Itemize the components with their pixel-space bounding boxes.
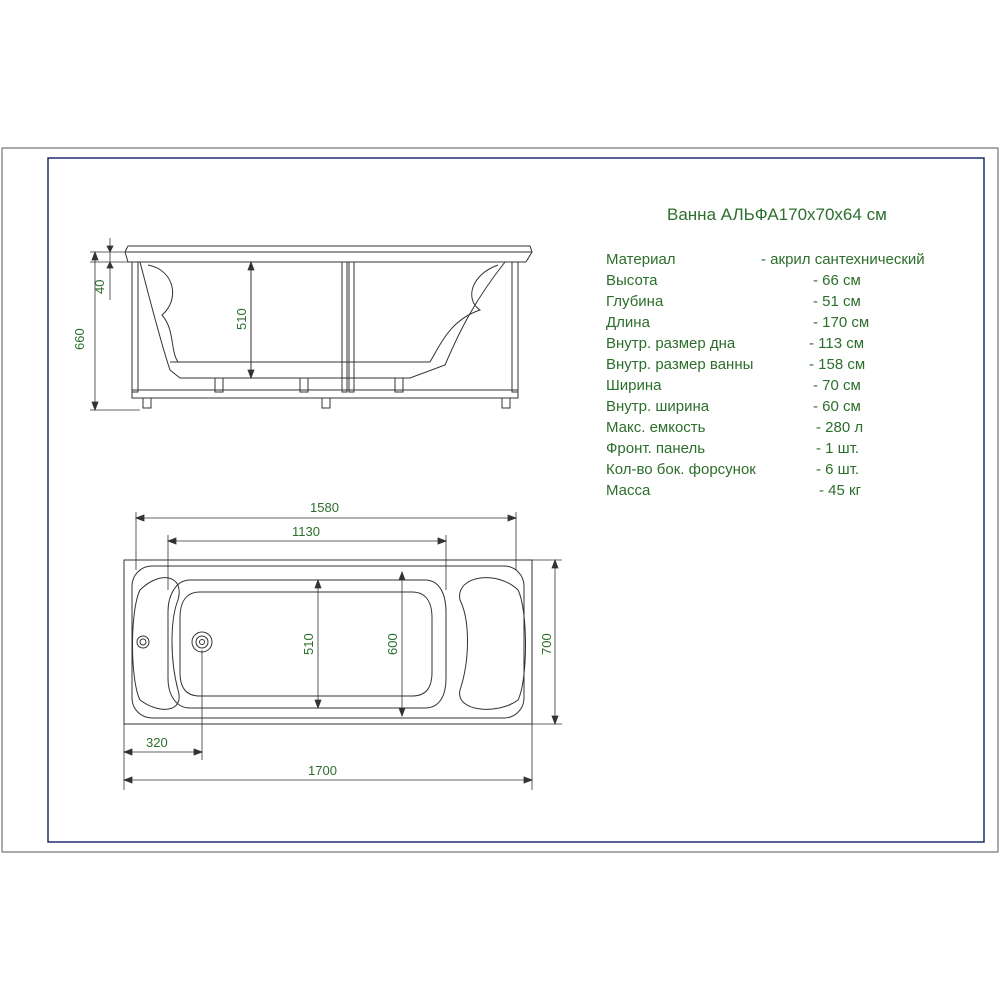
foot-3	[502, 398, 510, 408]
spec-label: Кол-во бок. форсунок	[606, 461, 756, 478]
spec-row	[606, 440, 946, 461]
dim-600: 600	[385, 633, 400, 655]
spec-row	[606, 251, 946, 272]
spec-label: Внутр. размер дна	[606, 335, 736, 352]
spec-value: - 51 см	[813, 293, 861, 310]
product-title: Ванна АЛЬФА170х70х64 см	[667, 205, 887, 224]
spec-label: Внутр. размер ванны	[606, 356, 754, 373]
spec-value: - 113 см	[809, 335, 865, 352]
tub-body-outline	[140, 262, 505, 378]
spec-value: - акрил сантехнический	[761, 251, 925, 268]
side-dimensions	[90, 238, 254, 410]
spec-row	[606, 314, 946, 335]
spec-label: Глубина	[606, 293, 664, 310]
side-rim-edge	[125, 252, 532, 262]
spec-value: - 170 см	[813, 314, 870, 331]
headrest-left	[133, 578, 180, 710]
dim-1700: 1700	[308, 763, 337, 778]
foot-2	[322, 398, 330, 408]
spec-label: Ширина	[606, 377, 662, 394]
spec-row	[606, 482, 946, 503]
spec-value: - 158 см	[809, 356, 866, 373]
spec-value: - 70 см	[813, 377, 861, 394]
tub-inner-right	[430, 265, 498, 362]
dim-1580: 1580	[310, 500, 339, 515]
frame-post-mid-2	[349, 262, 354, 392]
spec-row	[606, 356, 946, 377]
dim-40: 40	[92, 279, 107, 294]
spec-row	[606, 398, 946, 419]
spec-label: Масса	[606, 482, 651, 499]
frame-leg-left	[132, 262, 138, 392]
spec-value: - 280 л	[816, 419, 864, 436]
spec-label: Внутр. ширина	[606, 398, 710, 415]
dim-700: 700	[539, 633, 554, 655]
drain-icon	[192, 632, 212, 652]
dim-320: 320	[146, 735, 168, 750]
dim-660: 660	[72, 328, 87, 350]
dim-1130: 1130	[292, 524, 320, 539]
spec-label: Высота	[606, 272, 658, 289]
spec-value: - 1 шт.	[816, 440, 860, 457]
top-dimensions	[124, 512, 562, 790]
frame-post-mid-1	[342, 262, 347, 392]
overflow-icon	[137, 636, 149, 648]
side-rim	[125, 246, 532, 252]
frame-leg-right	[512, 262, 518, 392]
spec-label: Фронт. панель	[606, 440, 706, 457]
spec-label: Материал	[606, 251, 676, 268]
spec-label: Макс. емкость	[606, 419, 706, 436]
spec-value: - 60 см	[813, 398, 861, 415]
spec-label: Длина	[606, 314, 650, 331]
dim-510-top: 510	[301, 633, 316, 655]
spec-value: - 45 кг	[819, 482, 862, 499]
tub-outer-rect	[124, 560, 532, 724]
dim-510-side: 510	[234, 308, 249, 330]
headrest-right	[460, 578, 526, 710]
foot-1	[143, 398, 151, 408]
side-view	[125, 246, 532, 408]
tub-rim-inner	[132, 566, 524, 718]
top-view	[124, 560, 532, 724]
frame-base	[132, 390, 518, 398]
spec-row	[606, 335, 946, 356]
spec-row	[606, 293, 946, 314]
spec-value: - 66 см	[813, 272, 861, 289]
spec-row	[606, 272, 946, 293]
spec-row	[606, 419, 946, 440]
spec-value: - 6 шт.	[816, 461, 860, 478]
spec-row	[606, 461, 946, 482]
spec-row	[606, 377, 946, 398]
